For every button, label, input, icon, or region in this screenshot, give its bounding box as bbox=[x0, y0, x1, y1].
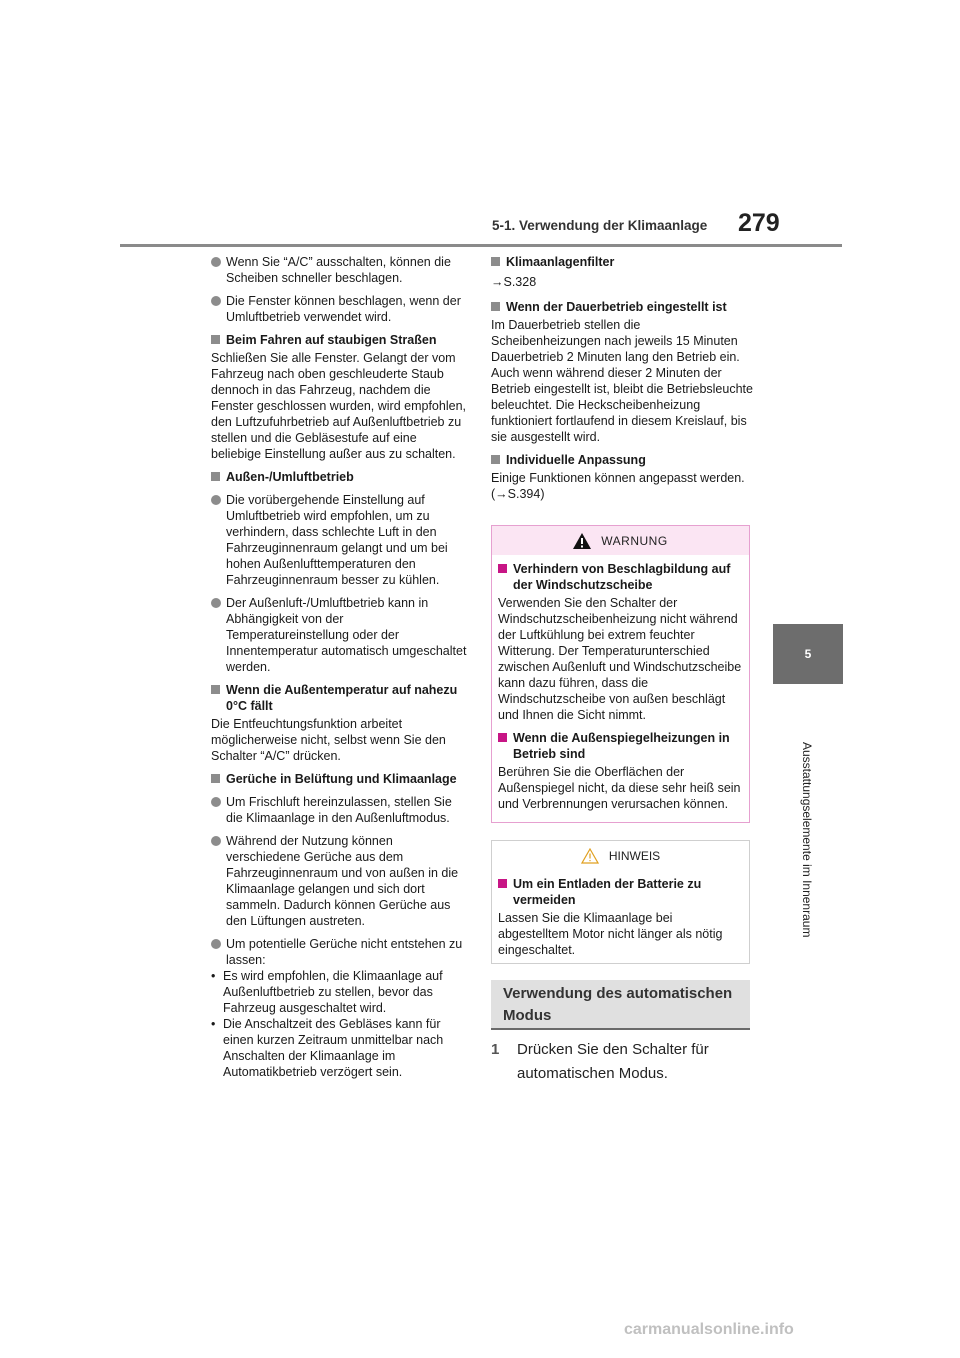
bullet-item: Die vorübergehende Einstellung auf Umluftbetrieb wird empfohlen, um zu verhindern, dass schlechte Luft in den Fahrzeuginnenraum gelangt und um bei hohen Außenlufttemperaturen den Fahrzeuginnenraum besser zu kühlen. bbox=[211, 492, 469, 588]
bullet-item: Um Frischluft hereinzulassen, stellen Sie die Klimaanlage in den Außenluftmodus. bbox=[211, 794, 469, 826]
right-column bbox=[491, 254, 753, 509]
bullet-dot-icon bbox=[211, 598, 221, 608]
note-subheading: Um ein Entladen der Batterie zu vermeiden bbox=[498, 876, 743, 908]
chapter-title-vertical bbox=[751, 700, 863, 980]
subheading: Wenn die Außentemperatur auf nahezu 0°C fällt bbox=[211, 682, 469, 714]
square-bullet-icon bbox=[211, 472, 220, 481]
chapter-title-text: Ausstattungselemente im Innenraum bbox=[800, 742, 814, 938]
note-header bbox=[492, 841, 749, 870]
square-bullet-icon bbox=[498, 564, 507, 573]
paragraph: Einige Funktionen können angepasst werden. (→S.394) bbox=[491, 471, 745, 501]
step-number: 1 bbox=[491, 1041, 500, 1058]
section-banner: Verwendung des automatischen Modus bbox=[491, 980, 750, 1030]
chapter-tab[interactable]: 5 bbox=[773, 624, 843, 684]
step-item bbox=[491, 1038, 753, 1086]
section-title: 5-1. Verwendung der Klimaanlage bbox=[492, 218, 708, 233]
subheading: Beim Fahren auf staubigen Straßen bbox=[211, 332, 469, 348]
subheading: Gerüche in Belüftung und Klimaanlage bbox=[211, 771, 469, 787]
dot-marker-icon: • bbox=[211, 1017, 216, 1031]
note-label: HINWEIS bbox=[608, 848, 661, 863]
paragraph: Lassen Sie die Klimaanlage bei abgestelltem Motor nicht länger als nötig eingeschaltet. bbox=[498, 911, 723, 957]
page-number: 279 bbox=[738, 209, 780, 237]
bullet-item: Um potentielle Gerüche nicht entstehen zu lassen: bbox=[211, 936, 469, 968]
warning-subheading: Verhindern von Beschlagbildung auf der Windschutzscheibe bbox=[498, 561, 743, 593]
caution-triangle-icon bbox=[581, 848, 599, 864]
bullet-item: Der Außenluft-/Umluftbetrieb kann in Abhängigkeit von der Temperatureinstellung oder der Innentemperatur automatisch umgeschaltet werden. bbox=[211, 595, 469, 675]
square-bullet-icon bbox=[491, 302, 500, 311]
note-box bbox=[491, 840, 750, 964]
paragraph: Schließen Sie alle Fenster. Gelangt der vom Fahrzeug nach oben geschleuderte Staub dennoch in das Fahrzeug, nachdem die Fenster geschlossen wurden, wird empfohlen, den Luftzufuhrbetrieb auf Außenluftbetrieb zu stellen und die Gebläsestufe auf eine beliebige Einstellung außer aus zu schalten. bbox=[211, 351, 466, 461]
sub-list bbox=[211, 968, 469, 1080]
bullet-dot-icon bbox=[211, 495, 221, 505]
square-bullet-icon bbox=[491, 257, 500, 266]
page-reference-link[interactable]: →S.328 bbox=[491, 275, 537, 289]
paragraph: Im Dauerbetrieb stellen die Scheibenheizungen nach jeweils 15 Minuten Dauerbetrieb 2 Minuten lang den Betrieb ein. Auch wenn während dieser 2 Minuten der Betrieb eingestellt ist, bleibt die Betriebsleuchte beleuchtet. Die Heckscheibenheizung funktioniert fortlaufend in diesem Kreislauf, bis sie ausgestellt wird. bbox=[491, 318, 753, 444]
paragraph: Verwenden Sie den Schalter der Windschutzscheibenheizung nicht während der Luftkühlung bei extrem feuchter Witterung. Der Temperaturunterschied zwischen Außenluft und Windschutzscheibe kann dazu führen, dass die Windschutzscheibe von außen beschlägt und Ihnen die Sicht nimmt. bbox=[498, 596, 742, 722]
warning-body bbox=[492, 555, 749, 812]
square-bullet-icon bbox=[211, 685, 220, 694]
bullet-item: Während der Nutzung können verschiedene Gerüche aus dem Fahrzeuginnenraum und von außen in die Klimaanlage gelangen und sich dort sammeln. Dadurch können Gerüche aus den Lüftungen austreten. bbox=[211, 833, 469, 929]
bullet-dot-icon bbox=[211, 257, 221, 267]
square-bullet-icon bbox=[498, 733, 507, 742]
square-bullet-icon bbox=[491, 455, 500, 464]
square-bullet-icon bbox=[211, 774, 220, 783]
bullet-dot-icon bbox=[211, 296, 221, 306]
bullet-dot-icon bbox=[211, 797, 221, 807]
subheading: Klimaanlagenfilter bbox=[491, 254, 753, 270]
paragraph: Berühren Sie die Oberflächen der Außenspiegel nicht, da diese sehr heiß sein und Verbrennungen verursachen können. bbox=[498, 765, 741, 811]
square-bullet-icon bbox=[498, 879, 507, 888]
warning-triangle-icon bbox=[573, 533, 591, 549]
subheading: Individuelle Anpassung bbox=[491, 452, 753, 468]
header-rule bbox=[120, 244, 842, 247]
footer-watermark[interactable]: carmanualsonline.info bbox=[624, 1321, 794, 1338]
sub-list-item: • Es wird empfohlen, die Klimaanlage auf Außenluftbetrieb zu stellen, bevor das Fahrzeug ausgeschaltet wird. bbox=[211, 969, 443, 1015]
warning-label: WARNUNG bbox=[601, 533, 668, 548]
bullet-dot-icon bbox=[211, 836, 221, 846]
note-body bbox=[492, 870, 749, 958]
subheading: Außen-/Umluftbetrieb bbox=[211, 469, 469, 485]
warning-subheading: Wenn die Außenspiegelheizungen in Betrieb sind bbox=[498, 730, 743, 762]
bullet-item: Wenn Sie “A/C” ausschalten, können die Scheiben schneller beschlagen. bbox=[211, 254, 469, 286]
step-text: Drücken Sie den Schalter für automatischen Modus. bbox=[517, 1041, 709, 1082]
dot-marker-icon: • bbox=[211, 969, 216, 983]
subheading: Wenn der Dauerbetrieb eingestellt ist bbox=[491, 299, 753, 315]
bullet-item: Die Fenster können beschlagen, wenn der Umluftbetrieb verwendet wird. bbox=[211, 293, 469, 325]
square-bullet-icon bbox=[211, 335, 220, 344]
warning-header bbox=[492, 526, 749, 555]
sub-list-item: • Die Anschaltzeit des Gebläses kann für einen kurzen Zeitraum unmittelbar nach Anschalten der Klimaanlage im Automatikbetrieb verzögert sein. bbox=[211, 1017, 444, 1079]
warning-box bbox=[491, 525, 750, 823]
bullet-dot-icon bbox=[211, 939, 221, 949]
left-column bbox=[211, 254, 469, 1080]
paragraph: Die Entfeuchtungsfunktion arbeitet möglicherweise nicht, selbst wenn Sie den Schalter “A/C” drücken. bbox=[211, 717, 446, 763]
